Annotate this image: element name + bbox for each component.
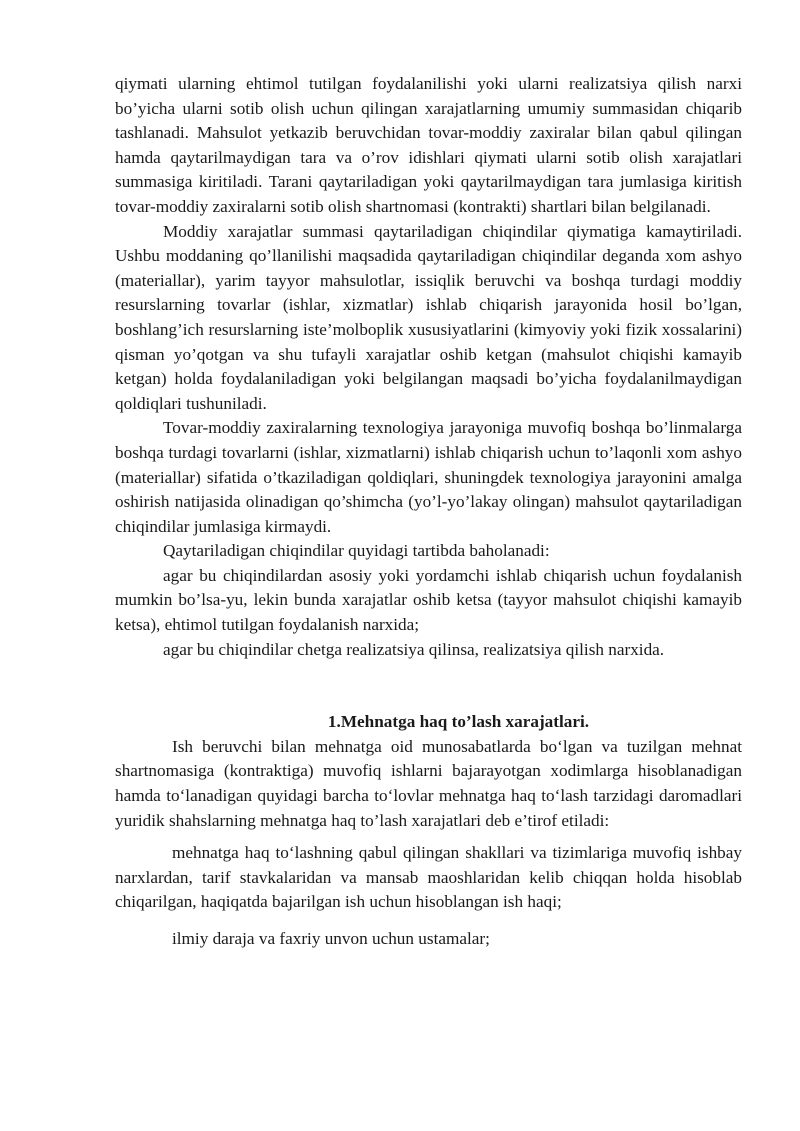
paragraph-labor-intro: Ish beruvchi bilan mehnatga oid munosabatlarda bo‘lgan va tuzilgan mehnat shartnomasiga (kontraktiga) muvofiq ishlarni bajarayotgan xodimlarga hisoblanadigan hamda to‘lanadigan quyidagi barcha to‘lovlar mehnatga haq to‘lash tarzidagi daromadlari yuridik shahslarning mehnatga haq to’lash xarajatlari deb e’tirof etiladi: bbox=[115, 736, 742, 830]
paragraph-valuation-order: Qaytariladigan chiqindilar quyidagi tartibda baholanadi: bbox=[163, 541, 550, 561]
paragraph-material-costs: Moddiy xarajatlar summasi qaytariladigan chiqindilar qiymatiga kamaytiriladi. Ushbu moddaning qo’llanilishi maqsadida qaytariladigan chiqindilar deganda xom ashyo (materiallar), yarim tayyor mahsulotlar, issiqlik beruvchi va boshqa turdagi moddiy resurslarning tovarlar (ishlar, xizmatlar) ishlab chiqarish jarayonida hosil bo’lgan, boshlang’ich resurslarning iste’molboplik xususiyatlarini (kimyoviy yoki fizik xossalarini) qisman yo’qotgan va shu tufayli xarajatlar oshib ketgan (mahsulot chiqishi kamayib ketgan) holda foydalaniladigan yoki belgilangan maqsadi bo’yicha foydalanilmaydigan qoldiqlari tushuniladi. bbox=[115, 221, 742, 413]
section-heading: 1.Mehnatga haq to’lash xarajatlari. bbox=[327, 712, 590, 732]
paragraph-valuation-item-2: agar bu chiqindilar chetga realizatsiya qilinsa, realizatsiya qilish narxida. bbox=[163, 639, 665, 659]
document-page bbox=[115, 72, 742, 952]
paragraph-residues: Tovar-moddiy zaxiralarning texnologiya jarayoniga muvofiq boshqa bo’linmalarga boshqa turdagi tovarlarni (ishlar, xizmatlarni) ishlab chiqarish uchun to’laqonli xom ashyo (materiallar) sifatida o’tkaziladigan qoldiqlari, shuningdek texnologiya jarayonini amalga oshirish natijasida olinadigan qo’shimcha (yo’l-yo’lakay olingan) mahsulot qaytariladigan chiqindilar jumlasiga kirmaydi. bbox=[115, 418, 742, 536]
paragraph-labor-item-2: ilmiy daraja va faxriy unvon uchun ustamalar; bbox=[172, 929, 490, 948]
paragraph-valuation-item-1: agar bu chiqindilardan asosiy yoki yordamchi ishlab chiqarish uchun foydalanish mumkin bo’lsa-yu, lekin bunda xarajatlar oshib ketsa (tayyor mahsulot chiqishi kamayib ketsa), ehtimol tutilgan foydalanish narxida; bbox=[115, 565, 742, 635]
paragraph-intro: qiymati ularning ehtimol tutilgan foydalanilishi yoki ularni realizatsiya qilish narxi bo’yicha ularni sotib olish uchun qilingan xarajatlarning umumiy summasidan chiqarib tashlanadi. Mahsulot yetkazib beruvchidan tovar-moddiy zaxiralar bilan qabul qilingan hamda qaytarilmaydigan tara va o’rov idishlari qiymati ularni sotib olish xarajatlari summasiga kiritiladi. Tarani qaytariladigan yoki qaytarilmaydigan tara jumlasiga kiritish tovar-moddiy zaxiralarni sotib olish shartnomasi (kontrakti) shartlari bilan belgilanadi. bbox=[115, 74, 742, 216]
paragraph-labor-item-1: mehnatga haq to‘lashning qabul qilingan shakllari va tizimlariga muvofiq ishbay narxlardan, tarif stavkalaridan va mansab maoshlaridan kelib chiqqan holda hisoblab chiqarilgan, haqiqatda bajarilgan ish uchun hisoblangan ish haqi; bbox=[115, 843, 742, 912]
